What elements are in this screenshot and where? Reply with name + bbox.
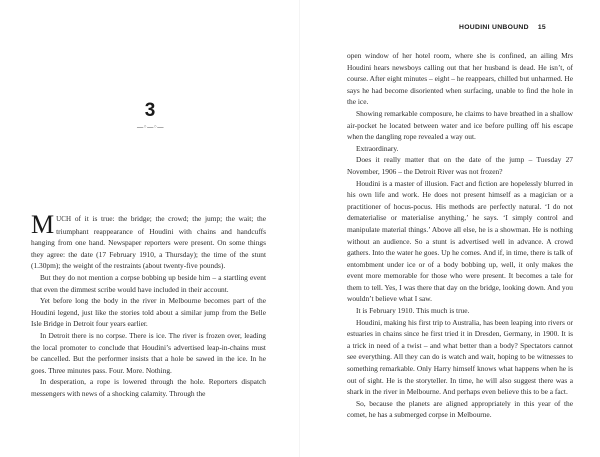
- left-body-text: [31, 210, 266, 400]
- paragraph: In desperation, a rope is lowered through the hole. Reporters dispatch messengers with news of a shocking calamity. Through the: [31, 377, 266, 398]
- page-number: 15: [537, 24, 546, 31]
- paragraph: Extraordinary.: [356, 143, 399, 153]
- continuation-paragraph: open window of her hotel room, where she is confined, an ailing Mrs Houdini hears newsboys calling out that her husband is dead. He isn’t, of course. After eight minutes – eight – he reappears, chilled but unharmed. He says he had become disoriented when surfacing, unable to find the hole in the ice.: [347, 51, 573, 107]
- right-body-text: [347, 50, 573, 421]
- paragraph: Showing remarkable composure, he claims to have breathed in a shallow air-pocket he located between water and ice before pulling off his escape when the dangling rope revealed a way out.: [347, 108, 573, 142]
- opening-paragraph: [31, 210, 266, 272]
- paragraph: In Detroit there is no corpse. There is ice. The river is frozen over, leading the local promoter to conclude that Houdini’s advertised leap-in-chains must be cancelled. But the performer insists that a hole be sawed in the ice. In he goes. Three minutes pass. Four. More. Nothing.: [31, 330, 266, 375]
- paragraph: It is February 1910. This much is true.: [356, 306, 470, 316]
- opening-text: of it is true: the bridge; the crowd; the jump; the wait; the triumphant reappearance of Houdini with chains and handcuffs hanging from one hand. Newspaper reporters were present. On some things they agree: the date (17 February 1910, a Thursday); the time of the stunt (1.30pm); the weight of the restraints (about twenty-five pounds).: [31, 214, 266, 271]
- paragraph: Houdini, making his first trip to Australia, has been leaping into rivers or estuaries in chains since he first tried it in Dresden, Germany, in 1900. It is a trick in need of a twist – and what better than a body? Spectators cannot see everything. All they can do is watch and wait, hoping to be witnesses to something remarkable. Only Harry himself knows what happens when he is out of sight. He is the storyteller. In time, he will also suggest there was a shark in the river in Melbourne. And perhaps even believe this to be a fact.: [347, 317, 573, 397]
- paragraph: So, because the planets are aligned appropriately in this year of the comet, he has a submerged corpse in Melbourne.: [347, 398, 573, 420]
- chapter-number: 3: [144, 100, 156, 121]
- paragraph: Houdini is a master of illusion. Fact and fiction are hopelessly blurred in his own life and work. He does not present himself as a magician or a practitioner of hocus-pocus. His methods are perfectly natural. ‘I do not dematerialise or materialise anything,’ he says. ‘I simply control and manipulate material things.’ Above all else, he is a showman. He is nothing without an audience. So a stunt is advertised well in advance. A crowd gathers. Into the water he goes. Up he comes. And if, in time, there is talk of entombment under ice or of a body bobbing up, well, it only makes the event more memorable for those who were present. It becomes a tale for them to tell. Yes, I was there that day on the bridge, looking down. And you wouldn’t believe what I saw.: [347, 178, 573, 304]
- paragraph: Does it really matter that on the date of the jump – Tuesday 27 November, 1906 – the Detroit River was not frozen?: [347, 155, 573, 176]
- right-page: [300, 0, 600, 457]
- opening-small-caps: UCH: [56, 215, 72, 223]
- book-title: HOUDINI UNBOUND: [459, 24, 529, 31]
- drop-cap: M: [31, 210, 55, 239]
- paragraph: But they do not mention a corpse bobbing up beside him – a startling event that even the dimmest scribe would have included in their account.: [31, 272, 266, 294]
- running-head: [459, 24, 546, 31]
- paragraph: Yet before long the body in the river in Melbourne becomes part of the Houdini legend, just like the stories told about a similar jump from the Belle Isle Bridge in Detroit four years earlier.: [31, 296, 266, 329]
- chapter-ornament: —◦—◦—: [136, 123, 164, 131]
